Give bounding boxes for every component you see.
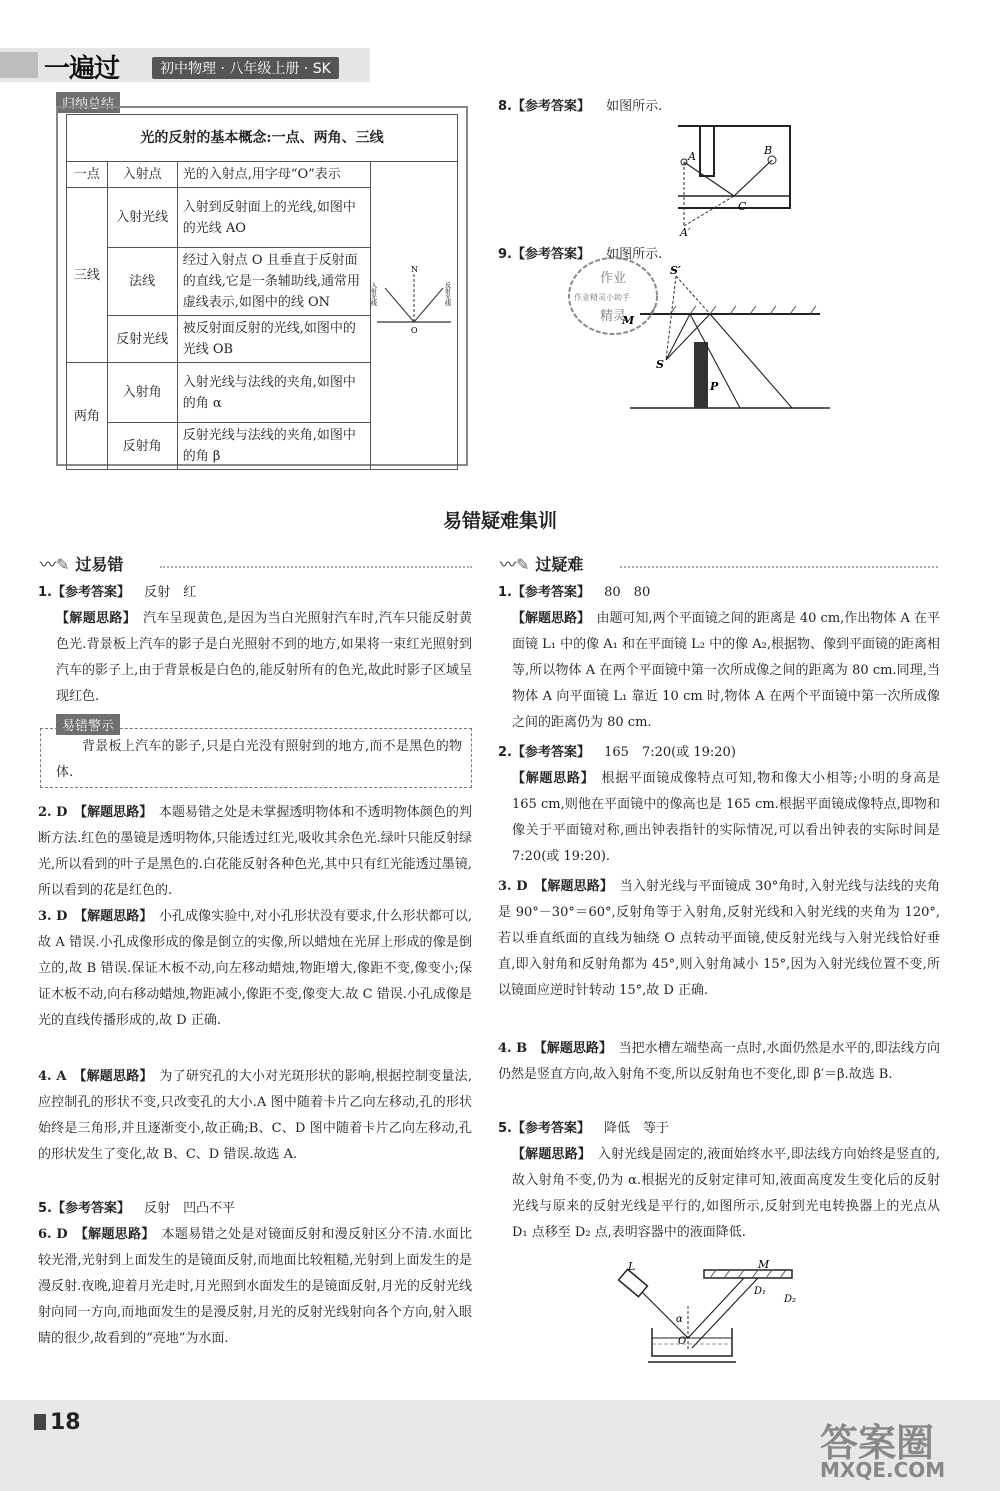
term-cell: 法线	[107, 248, 177, 316]
q8-answer	[498, 94, 662, 120]
watermark-logo: 答案圈	[820, 1421, 935, 1465]
q5-figure	[608, 1258, 808, 1370]
stamp-top: 作业	[600, 271, 627, 286]
left-q5-ans: 反射 凹凸不平	[144, 1201, 236, 1216]
desc-cell: 光的入射点,用字母“O”表示	[177, 162, 370, 188]
stamp-mid: 作业精灵小助手	[574, 293, 630, 302]
left-q2-label: 【解题思路】	[80, 805, 146, 820]
right-section-line	[620, 566, 938, 568]
q9-text: 如图所示.	[606, 247, 663, 262]
term-cell: 入射点	[107, 162, 177, 188]
left-q4	[38, 1064, 472, 1168]
right-q2-think	[512, 766, 940, 870]
left-section-line	[160, 566, 472, 568]
fig8-label-a2: A′	[680, 226, 691, 239]
left-q2	[38, 800, 472, 904]
left-q3-num: 3. D	[38, 909, 68, 924]
desc-cell: 入射光线与法线的夹角,如图中的角 α	[177, 363, 370, 423]
right-q2-label: 【参考答案】	[511, 745, 590, 760]
left-q4-text: 为了研究孔的大小对光斑形状的影响,根据控制变量法,应控制孔的形状不变,只改变孔的大小.A 图中随着卡片乙向左移动,孔的形状始终是三角形,并且逐渐变小,故正确;B、C、D 图中随着卡片乙向左移动,孔的形状发生了变化,故 B、C、D 错误.故选 A.	[38, 1069, 472, 1162]
left-q1-ans: 反射 红	[144, 585, 197, 600]
right-q2-think-label: 【解题思路】	[512, 771, 588, 786]
right-q5-think-label: 【解题思路】	[512, 1147, 585, 1162]
right-q1-answer	[498, 580, 650, 606]
right-q4-num: 4. B	[498, 1041, 528, 1056]
group-cell: 三线	[67, 188, 108, 363]
left-q6	[38, 1222, 472, 1352]
fig5-label-d2: D₂	[784, 1294, 797, 1305]
summary-tag: 归纳总结	[56, 92, 120, 113]
left-q3-text: 小孔成像实验中,对小孔形状没有要求,什么形状都可以,故 A 错误.小孔成像形成的像是倒立的实像,所以蜡烛在光屏上形成的像是倒立的,故 B 错误.保证木板不动,向左移动蜡烛,物距增大,像距不变,像变小;保证木板不动,向右移动蜡烛,物距减小,像距不变,像变大.故 C 错误.小孔成像是光的直线传播形成的,故 D 正确.	[38, 909, 472, 1028]
desc-cell: 入射到反射面上的光线,如图中的光线 AO	[177, 188, 370, 248]
right-q2-answer	[498, 740, 736, 766]
stamp-seal	[566, 254, 660, 338]
group-cell: 一点	[67, 162, 108, 188]
right-q3-text: 当入射光线与平面镜成 30°角时,入射光线与法线的夹角是 90°－30°＝60°,反射角等于入射角,反射光线和入射光线的夹角为 120°,若以垂直纸面的直线为轴绕 O 点转动平面镜,使反射光线与入射光线恰好垂直,即入射角和反射角都为 45°,则入射角减小 15°,因为入射光线位置不变,所以镜面应逆时针转动 15°,故 D 正确.	[498, 879, 940, 998]
left-q3	[38, 904, 472, 1034]
left-q5-num: 5.	[38, 1201, 52, 1216]
right-q3-label: 【解题思路】	[540, 879, 607, 894]
q9-num: 9.	[498, 247, 512, 262]
fig-reflect-label: 反射光线	[443, 282, 451, 306]
right-q4-text: 当把水槽左端垫高一点时,水面仍然是水平的,即法线方向仍然是竖直方向,故入射角不变,所以反射角也不变化,即 β′＝β.故选 B.	[498, 1041, 940, 1082]
q8-num: 8.	[498, 99, 512, 114]
left-q1-num: 1.	[38, 585, 52, 600]
right-q4	[498, 1036, 940, 1088]
left-q6-label: 【解题思路】	[81, 1227, 149, 1242]
term-cell: 入射角	[107, 363, 177, 423]
desc-cell: 经过入射点 O 且垂直于反射面的直线,它是一条辅助线,通常用虚线表示,如图中的线 ON	[177, 248, 370, 316]
left-q6-text: 本题易错之处是对镜面反射和漫反射区分不清.水面比较光滑,光射到上面发生的是镜面反射,而地面比较粗糙,光射到上面发生的是漫反射.夜晚,迎着月光走时,月光照到水面发生的是镜面反射,月光的反射光线射向同一方向,而地面发生的是漫反射,月光的反射光线射向各个方向,射入眼睛的很少,故看到的“亮地”为水面.	[38, 1227, 472, 1346]
desc-cell: 反射光线与法线的夹角,如图中的角 β	[177, 423, 370, 470]
left-q4-num: 4. A	[38, 1069, 67, 1084]
left-q2-text: 本题易错之处是未掌握透明物体和不透明物体颜色的判断方法.红色的墨镜是透明物体,只能透过红光,吸收其余色光.绿叶只能反射绿光,所以看到的叶子是黑色的.白花能反射各种色光,其中只有红光能透过墨镜,所以看到的花是红色的.	[38, 805, 472, 898]
right-q1-think	[512, 606, 940, 736]
right-q5-ans: 降低 等于	[604, 1121, 670, 1136]
term-cell: 反射光线	[107, 316, 177, 363]
reflection-figure	[371, 162, 457, 462]
right-q1-label: 【参考答案】	[511, 585, 590, 600]
left-q5	[38, 1196, 235, 1222]
left-q6-num: 6. D	[38, 1227, 68, 1242]
right-section-title	[500, 552, 583, 575]
left-q4-label: 【解题思路】	[79, 1069, 147, 1084]
fig8-label-b: B	[764, 144, 773, 157]
left-section-label: 过易错	[75, 555, 124, 574]
fig9-label-s: S	[656, 358, 664, 371]
summary-table	[66, 114, 458, 470]
stamp-bot: 精灵	[600, 309, 627, 324]
left-q1-answer	[38, 580, 196, 606]
right-q1-ans: 80 80	[604, 585, 651, 600]
fig8-label-a: A	[688, 150, 696, 163]
right-q1-think-label: 【解题思路】	[512, 611, 584, 626]
fig5-label-d1: D₁	[754, 1286, 767, 1297]
left-q1-think-label: 【解题思路】	[56, 611, 130, 626]
right-q2-ans: 165 7:20(或 19:20)	[604, 745, 736, 760]
section-main-title: 易错疑难集训	[442, 510, 557, 532]
desc-cell: 被反射面反射的光线,如图中的光线 OB	[177, 316, 370, 363]
figure-cell	[370, 162, 457, 470]
summary-title: 光的反射的基本概念:一点、两角、三线	[67, 115, 458, 162]
watermark-site: MXQE.COM	[820, 1458, 946, 1482]
left-q1-think-text: 汽车呈现黄色,是因为当白光照射汽车时,汽车只能反射黄色光.背景板上汽车的影子是白光照射不到的地方,如果将一束红光照射到汽车的影子上,由于背景板是白色的,能反射所有的色光,故此时影子区域呈现红色.	[56, 611, 472, 704]
right-q1-think-text: 由题可知,两个平面镜之间的距离是 40 cm,作出物体 A 在平面镜 L₁ 中的像 A₁ 和在平面镜 L₂ 中的像 A₂,根据物、像到平面镜的距离相等,所以物体 A 在两个平面镜中第一次所成像之间的距离为 80 cm.同理,当物体 A 向平面镜 L₁ 靠近 10 cm 时,物体 A 在两个平面镜中第一次所成像之间的距离仍为 80 cm.	[512, 611, 940, 730]
left-q3-label: 【解题思路】	[80, 909, 146, 924]
left-q2-num: 2. D	[38, 805, 68, 820]
left-q1-think	[56, 606, 472, 710]
pencil-icon: 〰✎	[500, 555, 530, 574]
right-q3-num: 3. D	[498, 879, 528, 894]
left-section-title	[40, 552, 123, 575]
fig-o-label: O	[410, 326, 418, 335]
q9-label: 【参考答案】	[511, 247, 590, 262]
warn-text: 背景板上汽车的影子,只是白光没有照射到的地方,而不是黑色的物体.	[56, 739, 462, 780]
right-q5-label: 【参考答案】	[511, 1121, 590, 1136]
fig5-label-alpha: α	[676, 1314, 683, 1325]
right-q2-num: 2.	[498, 745, 512, 760]
fig5-label-m: M	[758, 1258, 770, 1271]
q8-text: 如图所示.	[606, 99, 663, 114]
book-subtitle: 初中物理 · 八年级上册 · SK	[152, 57, 339, 79]
right-section-label: 过疑难	[535, 555, 584, 574]
page-number-marker	[34, 1414, 46, 1430]
warn-tag: 易错警示	[56, 714, 120, 735]
pencil-icon: 〰✎	[40, 555, 70, 574]
right-q3	[498, 874, 940, 1004]
group-cell: 两角	[67, 363, 108, 470]
right-q5-think	[512, 1142, 940, 1246]
right-q5-num: 5.	[498, 1121, 512, 1136]
term-cell: 反射角	[107, 423, 177, 470]
q8-label: 【参考答案】	[511, 99, 590, 114]
q8-figure	[660, 118, 810, 238]
right-q2-think-text: 根据平面镜成像特点可知,物和像大小相等;小明的身高是 165 cm,则他在平面镜中的像高也是 165 cm.根据平面镜成像特点,即物和像关于平面镜对称,画出钟表指针的实际情况,可以看出钟表的实际时间是 7:20(或 19:20).	[512, 771, 940, 864]
left-q5-label: 【参考答案】	[51, 1201, 130, 1216]
book-logo: 一遍过	[44, 54, 120, 84]
fig5-label-l: L	[628, 1260, 636, 1273]
fig-n-label: N	[410, 265, 418, 274]
fig9-label-p: P	[710, 380, 719, 393]
fig8-label-c: C	[738, 200, 747, 213]
right-q4-label: 【解题思路】	[540, 1041, 606, 1056]
fig5-label-o: O	[678, 1336, 687, 1347]
right-q5-think-text: 入射光线是固定的,液面始终水平,即法线方向始终是竖直的,故入射角不变,仍为 α.根据光的反射定律可知,液面高度发生变化后的反射光线与原来的反射光线是平行的,如图所示,反射到光电转换器上的光点从 D₁ 点移至 D₂ 点,表明容器中的液面降低.	[512, 1147, 940, 1240]
fig-incident-label: 入射光线	[369, 282, 377, 306]
header-gray-block	[0, 52, 38, 78]
right-q5-answer	[498, 1116, 669, 1142]
term-cell: 入射光线	[107, 188, 177, 248]
right-q1-num: 1.	[498, 585, 512, 600]
page-number: 18	[50, 1410, 81, 1435]
fig9-label-s2: S′	[670, 264, 681, 277]
fig9-label-m: M	[622, 314, 635, 327]
left-q1-label: 【参考答案】	[51, 585, 130, 600]
